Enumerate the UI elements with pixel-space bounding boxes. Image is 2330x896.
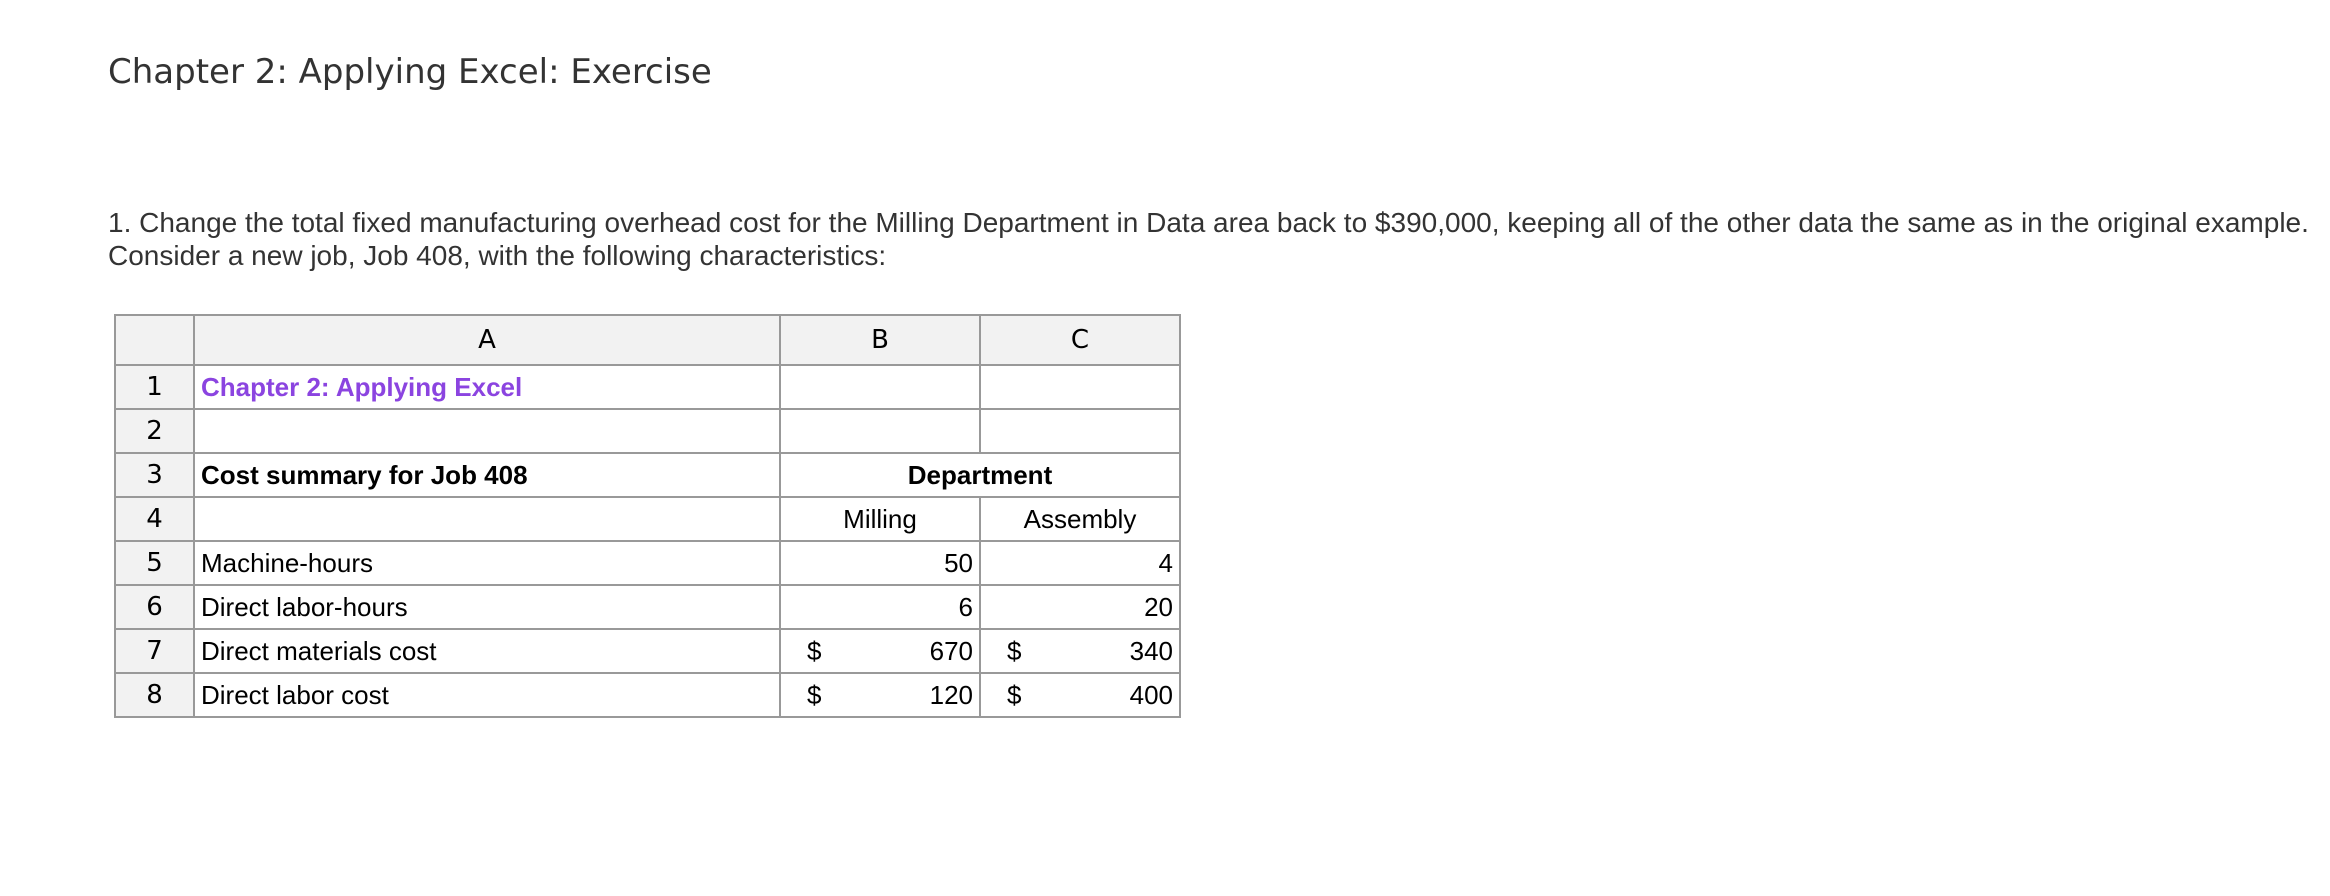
spreadsheet-table [114,314,1181,718]
cell-b8[interactable] [780,673,980,717]
currency-symbol: $ [807,635,822,666]
cell-b1[interactable] [780,365,980,409]
corner-cell [115,315,194,365]
cell-c6[interactable]: 20 [980,585,1180,629]
cell-b5[interactable]: 50 [780,541,980,585]
sheet-row-2 [115,409,1180,453]
cell-c5[interactable]: 4 [980,541,1180,585]
sheet-row-6 [115,585,1180,629]
cell-b6[interactable]: 6 [780,585,980,629]
cell-a7[interactable]: Direct materials cost [194,629,780,673]
column-header-b[interactable]: B [780,315,980,365]
sheet-row-8 [115,673,1180,717]
cell-a5[interactable]: Machine-hours [194,541,780,585]
instruction-line-2: Consider a new job, Job 408, with the following characteristics: [108,240,887,271]
cell-a6[interactable]: Direct labor-hours [194,585,780,629]
column-header-row [115,315,1180,365]
cell-b8-value: 120 [929,679,973,710]
cell-c1[interactable] [980,365,1180,409]
cell-b2[interactable] [780,409,980,453]
cell-a2[interactable] [194,409,780,453]
cell-a8[interactable]: Direct labor cost [194,673,780,717]
cell-c4-assembly[interactable]: Assembly [980,497,1180,541]
cell-c7[interactable] [980,629,1180,673]
row-number-5[interactable]: 5 [115,541,194,585]
cell-c7-value: 340 [1129,635,1173,666]
sheet-row-4 [115,497,1180,541]
cell-b4-milling[interactable]: Milling [780,497,980,541]
cell-c2[interactable] [980,409,1180,453]
instruction-line-1: 1. Change the total fixed manufacturing overhead cost for the Milling Department in Data area back to $390,000, keeping all of the other data the same as in the original example. [108,207,2309,238]
row-number-8[interactable]: 8 [115,673,194,717]
currency-symbol: $ [1007,679,1022,710]
row-number-4[interactable]: 4 [115,497,194,541]
row-number-7[interactable]: 7 [115,629,194,673]
row-number-1[interactable]: 1 [115,365,194,409]
currency-symbol: $ [1007,635,1022,666]
cell-b7-value: 670 [929,635,973,666]
row-number-3[interactable]: 3 [115,453,194,497]
sheet-row-5 [115,541,1180,585]
cell-c8[interactable] [980,673,1180,717]
sheet-row-3 [115,453,1180,497]
column-header-a[interactable]: A [194,315,780,365]
cell-a1[interactable]: Chapter 2: Applying Excel [194,365,780,409]
row-number-2[interactable]: 2 [115,409,194,453]
cell-b7[interactable] [780,629,980,673]
cell-b3-department[interactable]: Department [780,453,1180,497]
column-header-c[interactable]: C [980,315,1180,365]
sheet-row-7 [115,629,1180,673]
cell-c8-value: 400 [1129,679,1173,710]
row-number-6[interactable]: 6 [115,585,194,629]
cell-a3[interactable]: Cost summary for Job 408 [194,453,780,497]
sheet-row-1 [115,365,1180,409]
currency-symbol: $ [807,679,822,710]
cell-a4[interactable] [194,497,780,541]
instructions [108,206,2318,272]
page-title: Chapter 2: Applying Excel: Exercise [108,52,712,92]
